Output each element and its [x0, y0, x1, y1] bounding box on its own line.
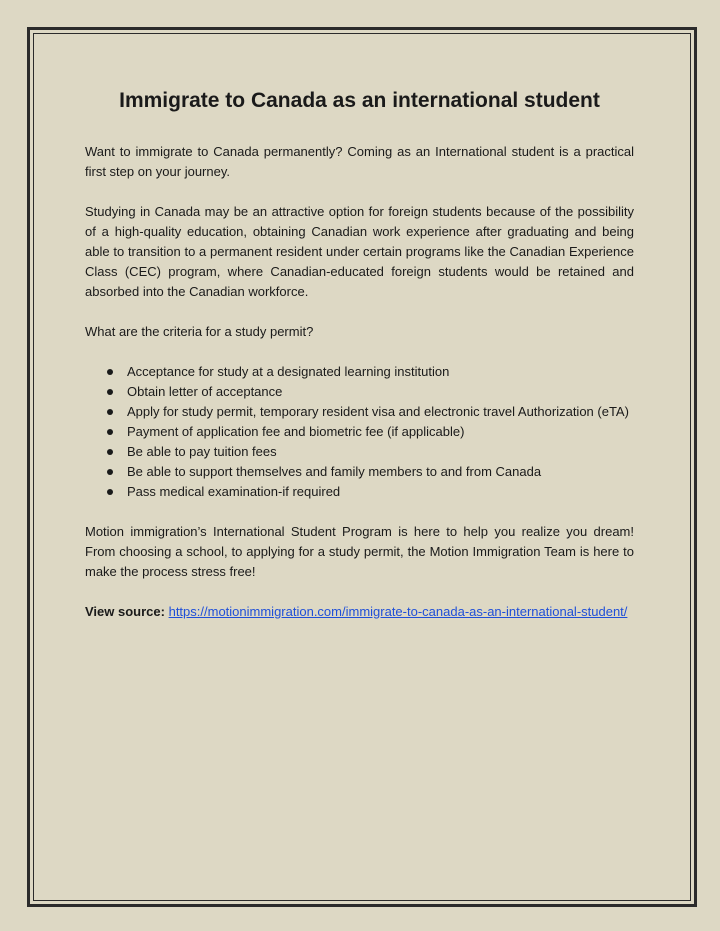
- list-item-text: Pass medical examination-if required: [127, 484, 341, 499]
- list-item-text: Be able to support themselves and family members to and from Canada: [127, 464, 542, 479]
- criteria-question: What are the criteria for a study permit?: [85, 324, 314, 339]
- criteria-list: [85, 362, 634, 502]
- list-item-text: Obtain letter of acceptance: [127, 384, 283, 399]
- document-title: Immigrate to Canada as an international student: [119, 89, 600, 112]
- list-item: [85, 462, 634, 482]
- bullet-icon: [105, 482, 115, 502]
- document-content: [85, 80, 634, 642]
- source-line: [85, 602, 634, 622]
- source-label: View source:: [85, 604, 165, 619]
- benefits-paragraph: Studying in Canada may be an attractive option for foreign students because of the possibility of a high-quality education, obtaining Canadian work experience after graduating and being able to transition to a permanent resident under certain programs like the Canadian Experience Class (CEC) program, where Canadian-educated foreign students would be retained and absorbed into the Canadian workforce.: [85, 204, 634, 299]
- list-item: [85, 442, 634, 462]
- list-item: [85, 382, 634, 402]
- list-item: [85, 422, 634, 442]
- list-item-text: Apply for study permit, temporary resident visa and electronic travel Authorization (eTA): [127, 404, 629, 419]
- bullet-icon: [105, 402, 115, 422]
- bullet-icon: [105, 462, 115, 482]
- list-item: [85, 402, 634, 422]
- list-item-text: Payment of application fee and biometric fee (if applicable): [127, 424, 465, 439]
- bullet-icon: [105, 382, 115, 402]
- list-item: [85, 482, 634, 502]
- source-link[interactable]: https://motionimmigration.com/immigrate-to-canada-as-an-international-student/: [168, 604, 628, 619]
- intro-paragraph: Want to immigrate to Canada permanently? Coming as an International student is a practical first step on your journey.: [85, 144, 634, 179]
- list-item: [85, 362, 634, 382]
- bullet-icon: [105, 442, 115, 462]
- bullet-icon: [105, 422, 115, 442]
- list-item-text: Acceptance for study at a designated learning institution: [127, 364, 450, 379]
- closing-paragraph: Motion immigration’s International Student Program is here to help you realize you dream! From choosing a school, to applying for a study permit, the Motion Immigration Team is here to make the process stress free!: [85, 524, 634, 579]
- list-item-text: Be able to pay tuition fees: [127, 444, 277, 459]
- bullet-icon: [105, 362, 115, 382]
